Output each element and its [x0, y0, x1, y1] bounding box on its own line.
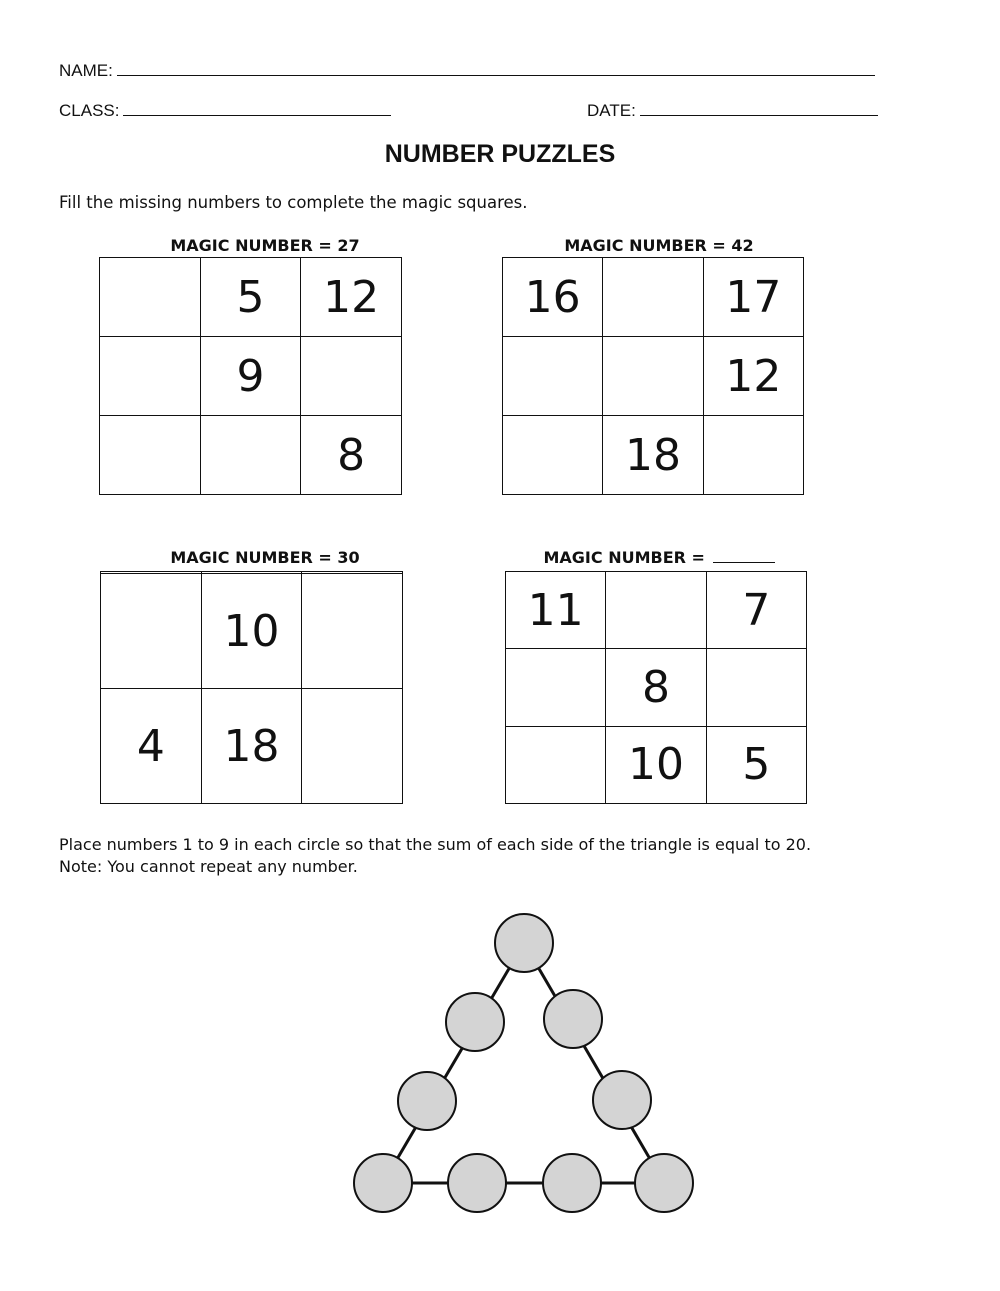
circle-right-2[interactable] — [593, 1071, 651, 1129]
square-4-cell[interactable]: 7 — [706, 572, 806, 649]
square-1-cell[interactable]: 8 — [301, 416, 402, 495]
square-3-cell[interactable]: 4 — [101, 689, 202, 804]
triangle-instruction-1: Place numbers 1 to 9 in each circle so that the sum of each side of the triangle is equal to 20. — [59, 835, 812, 854]
magic-label-4: MAGIC NUMBER = — [494, 548, 824, 567]
circle-top[interactable] — [495, 914, 553, 972]
circle-left-2[interactable] — [398, 1072, 456, 1130]
page-title: NUMBER PUZZLES — [384, 140, 616, 168]
magic-label-1: MAGIC NUMBER = 27 — [170, 236, 360, 255]
circle-bottom-right[interactable] — [635, 1154, 693, 1212]
square-2-cell[interactable]: 16 — [503, 258, 603, 337]
square-1-cell[interactable]: 5 — [200, 258, 301, 337]
magic-label-2: MAGIC NUMBER = 42 — [564, 236, 754, 255]
square-2-cell[interactable]: 17 — [703, 258, 803, 337]
square-1-cell[interactable]: 12 — [301, 258, 402, 337]
date-label: DATE: — [587, 101, 636, 120]
circle-bottom-2[interactable] — [448, 1154, 506, 1212]
triangle-left-side — [383, 943, 524, 1183]
square-1-cell[interactable]: 9 — [200, 337, 301, 416]
squares-instruction: Fill the missing numbers to complete the magic squares. — [59, 193, 528, 212]
name-label: NAME: — [59, 61, 113, 80]
triangle-instruction-2: Note: You cannot repeat any number. — [59, 857, 358, 876]
square-3-cell[interactable]: 18 — [201, 689, 302, 804]
square-3-cell[interactable]: 10 — [201, 574, 302, 689]
circle-right-1[interactable] — [544, 990, 602, 1048]
circle-left-1[interactable] — [446, 993, 504, 1051]
circle-bottom-3[interactable] — [543, 1154, 601, 1212]
triangle-circles — [354, 914, 693, 1212]
magic-label-3: MAGIC NUMBER = 30 — [170, 548, 360, 567]
class-label: CLASS: — [59, 101, 120, 120]
square-2-cell[interactable]: 18 — [603, 416, 703, 495]
square-2-cell[interactable]: 12 — [703, 337, 803, 416]
triangle-right-side — [524, 943, 664, 1183]
circle-bottom-left[interactable] — [354, 1154, 412, 1212]
square-4-cell[interactable]: 8 — [606, 649, 706, 726]
triangle-lines — [383, 943, 664, 1183]
square-4-cell[interactable]: 10 — [606, 726, 706, 803]
square-4-cell[interactable]: 5 — [706, 726, 806, 803]
square-4-cell[interactable]: 11 — [506, 572, 606, 649]
